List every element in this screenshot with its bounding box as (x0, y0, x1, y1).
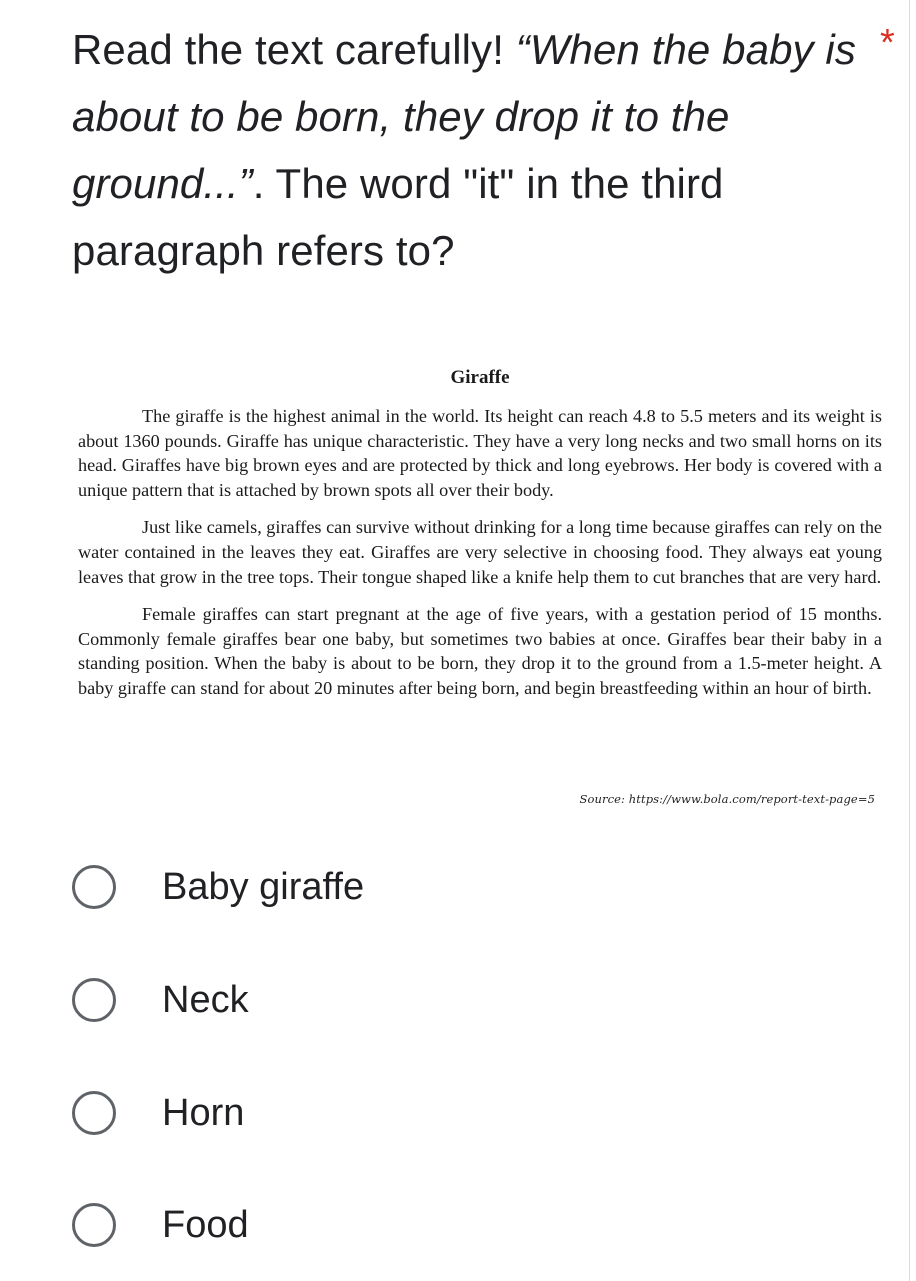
option-label: Baby giraffe (162, 866, 365, 908)
option-food[interactable] (72, 1197, 772, 1253)
passage-title: Giraffe (450, 367, 510, 388)
passage-paragraph-2: Just like camels, giraffes can survive without drinking for a long time because giraffes can rely on the water contained in the leaves they eat. Giraffes are very selective in choosing food. They always eat young leaves that grow in the tree tops. Their tongue shaped like a knife help them to cut branches that are very hard. (78, 517, 882, 587)
passage-paragraph-1: The giraffe is the highest animal in the world. Its height can reach 4.8 to 5.5 meters and its weight is about 1360 pounds. Giraffe has unique characteristic. They have a very long necks and two small horns on its head. Giraffes have big brown eyes and are protected by thick and long eyebrows. Her body is covered with a unique pattern that is attached by brown spots all over their body. (78, 406, 882, 500)
radio-unchecked-icon[interactable] (72, 1091, 116, 1135)
option-label: Neck (162, 979, 249, 1021)
option-baby-giraffe[interactable] (72, 859, 772, 915)
question-prefix: Read the text carefully! (72, 26, 516, 73)
passage-paragraph-3: Female giraffes can start pregnant at the age of five years, with a gestation period of 15 months. Commonly female giraffes bear one baby, but sometimes two babies at once. Giraffes bear their baby in a standing position. When the baby is about to be born, they drop it to the ground from a 1.5-meter height. A baby giraffe can stand for about 20 minutes after being born, and begin breastfeeding within an hour of birth. (78, 604, 882, 698)
option-neck[interactable] (72, 972, 772, 1028)
option-label: Horn (162, 1092, 245, 1134)
passage-source: Source: https://www.bola.com/report-text-page=5 (579, 792, 875, 806)
radio-unchecked-icon[interactable] (72, 978, 116, 1022)
question-title (72, 16, 862, 284)
radio-unchecked-icon[interactable] (72, 865, 116, 909)
passage-image (78, 366, 882, 714)
radio-unchecked-icon[interactable] (72, 1203, 116, 1247)
option-label: Food (162, 1204, 249, 1246)
required-marker: * (880, 22, 895, 64)
option-horn[interactable] (72, 1085, 772, 1141)
question-quote: “When the baby is about to be born, they drop it to the ground...” (72, 26, 856, 207)
question-suffix: . The word "it" in the third paragraph refers to? (72, 160, 724, 274)
